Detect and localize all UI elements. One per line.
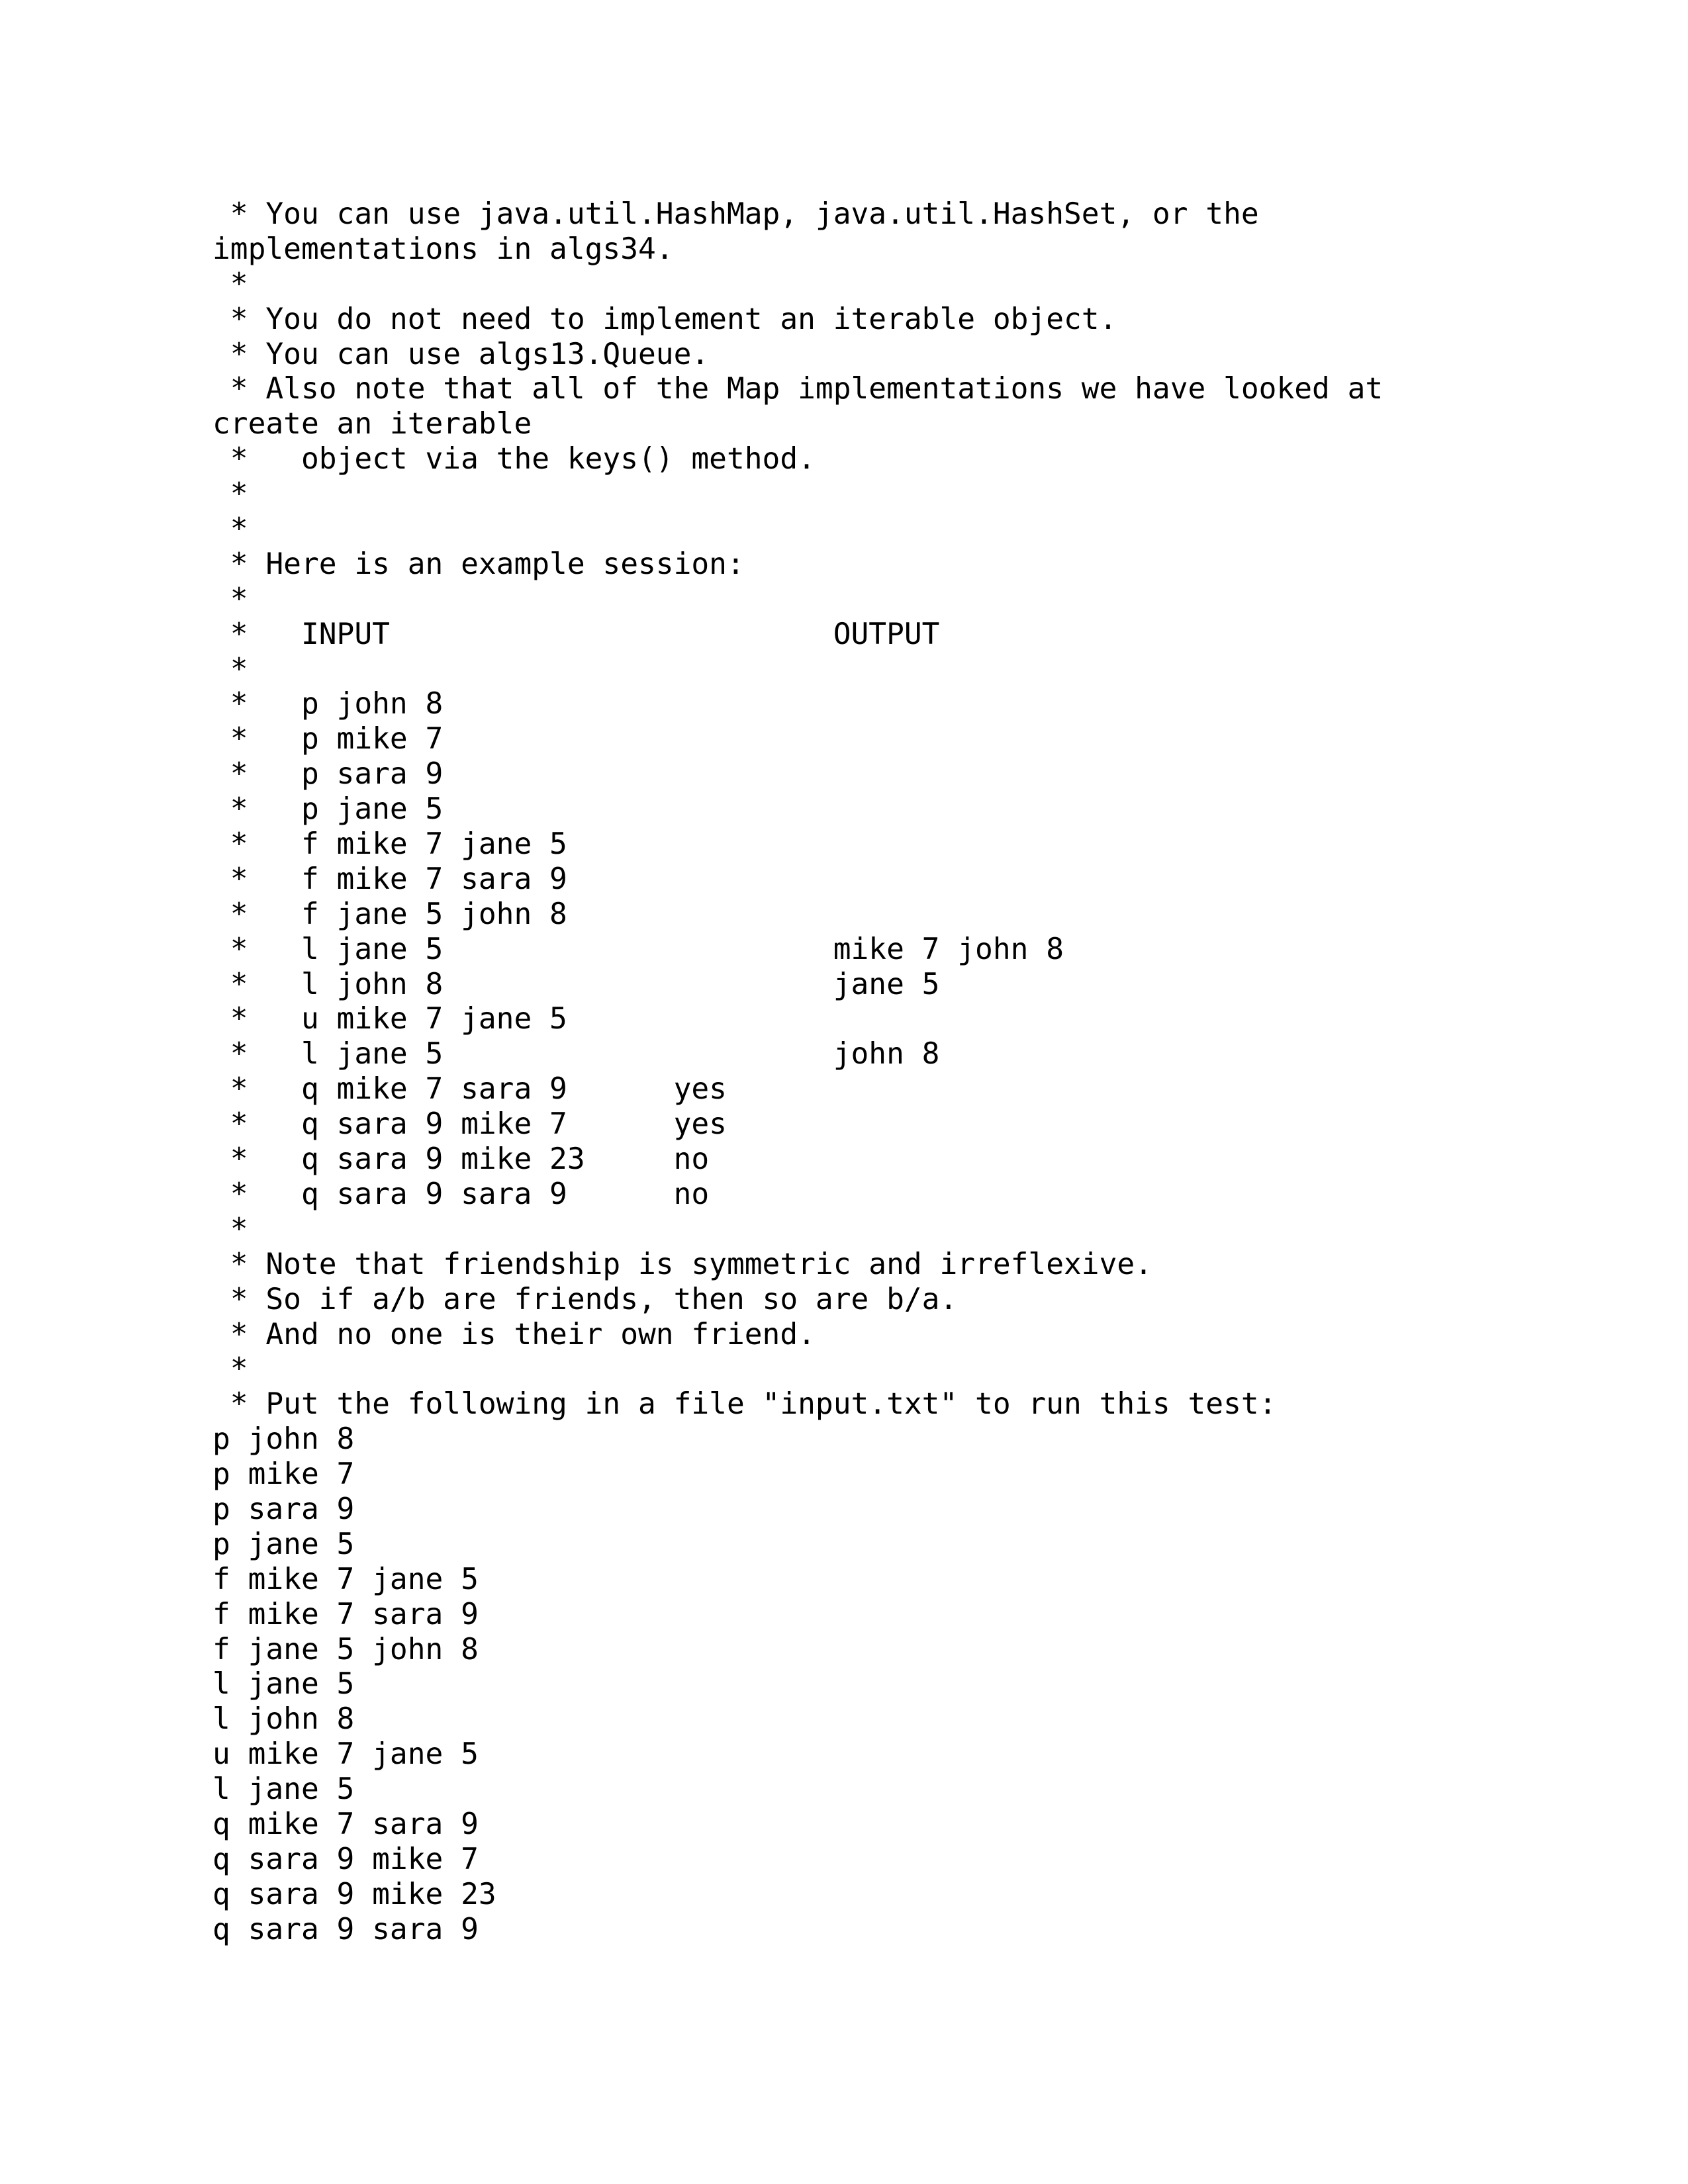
example-line: * q sara 9 sara 9 no — [212, 1177, 710, 1211]
text-line: * — [212, 267, 248, 301]
text-line: implementations in algs34. — [212, 232, 674, 266]
input-file-line: f mike 7 jane 5 — [212, 1562, 479, 1596]
example-line: * l john 8 jane 5 — [212, 967, 940, 1001]
text-line: * — [212, 512, 248, 547]
example-line: * l jane 5 mike 7 john 8 — [212, 932, 1064, 966]
text-line: * You can use java.util.HashMap, java.util.HashSet, or the — [212, 197, 1259, 231]
example-line: * p john 8 — [212, 687, 444, 721]
input-file-line: u mike 7 jane 5 — [212, 1737, 479, 1772]
example-line: * p sara 9 — [212, 757, 444, 792]
example-line: * f jane 5 john 8 — [212, 897, 567, 931]
input-file-line: f mike 7 sara 9 — [212, 1597, 479, 1631]
example-line: * f mike 7 jane 5 — [212, 827, 567, 862]
text-line: * Put the following in a file "input.txt" to run this test: — [212, 1387, 1277, 1422]
text-line: * Note that friendship is symmetric and irreflexive. — [212, 1247, 1152, 1281]
example-line: * f mike 7 sara 9 — [212, 862, 567, 896]
input-file-line: l jane 5 — [212, 1772, 355, 1807]
example-line: * q mike 7 sara 9 yes — [212, 1072, 727, 1107]
text-line: * object via the keys() method. — [212, 442, 816, 477]
input-file-line: q mike 7 sara 9 — [212, 1807, 479, 1841]
text-line: * You can use algs13.Queue. — [212, 337, 710, 371]
text-line: * — [212, 477, 248, 512]
example-line: * l jane 5 john 8 — [212, 1037, 940, 1071]
input-file-line: q sara 9 sara 9 — [212, 1912, 479, 1946]
text-line: * — [212, 582, 248, 616]
input-file-line: p mike 7 — [212, 1457, 355, 1492]
text-line: create an iterable — [212, 407, 532, 441]
text-line: * Also note that all of the Map implementations we have looked at — [212, 372, 1383, 406]
text-line: * — [212, 1352, 248, 1387]
example-line: * p mike 7 — [212, 722, 444, 756]
example-line: * p jane 5 — [212, 792, 444, 827]
text-line: * You do not need to implement an iterable object. — [212, 302, 1117, 336]
example-header-line: * INPUT OUTPUT — [212, 617, 940, 651]
example-line: * q sara 9 mike 23 no — [212, 1142, 710, 1177]
input-file-line: q sara 9 mike 23 — [212, 1877, 496, 1911]
text-line: * — [212, 652, 248, 686]
example-line: * u mike 7 jane 5 — [212, 1002, 567, 1036]
input-file-line: l john 8 — [212, 1702, 355, 1737]
text-line: * So if a/b are friends, then so are b/a. — [212, 1282, 958, 1316]
code-comment-block — [212, 197, 1603, 1948]
example-line: * q sara 9 mike 7 yes — [212, 1107, 727, 1142]
input-file-line: p jane 5 — [212, 1527, 355, 1561]
input-file-line: p john 8 — [212, 1422, 355, 1457]
input-file-line: p sara 9 — [212, 1492, 355, 1526]
input-file-line: l jane 5 — [212, 1667, 355, 1702]
text-line: * Here is an example session: — [212, 547, 745, 581]
text-line: * And no one is their own friend. — [212, 1317, 816, 1351]
text-line: * — [212, 1212, 248, 1246]
input-file-line: q sara 9 mike 7 — [212, 1842, 479, 1876]
input-file-line: f jane 5 john 8 — [212, 1632, 479, 1666]
